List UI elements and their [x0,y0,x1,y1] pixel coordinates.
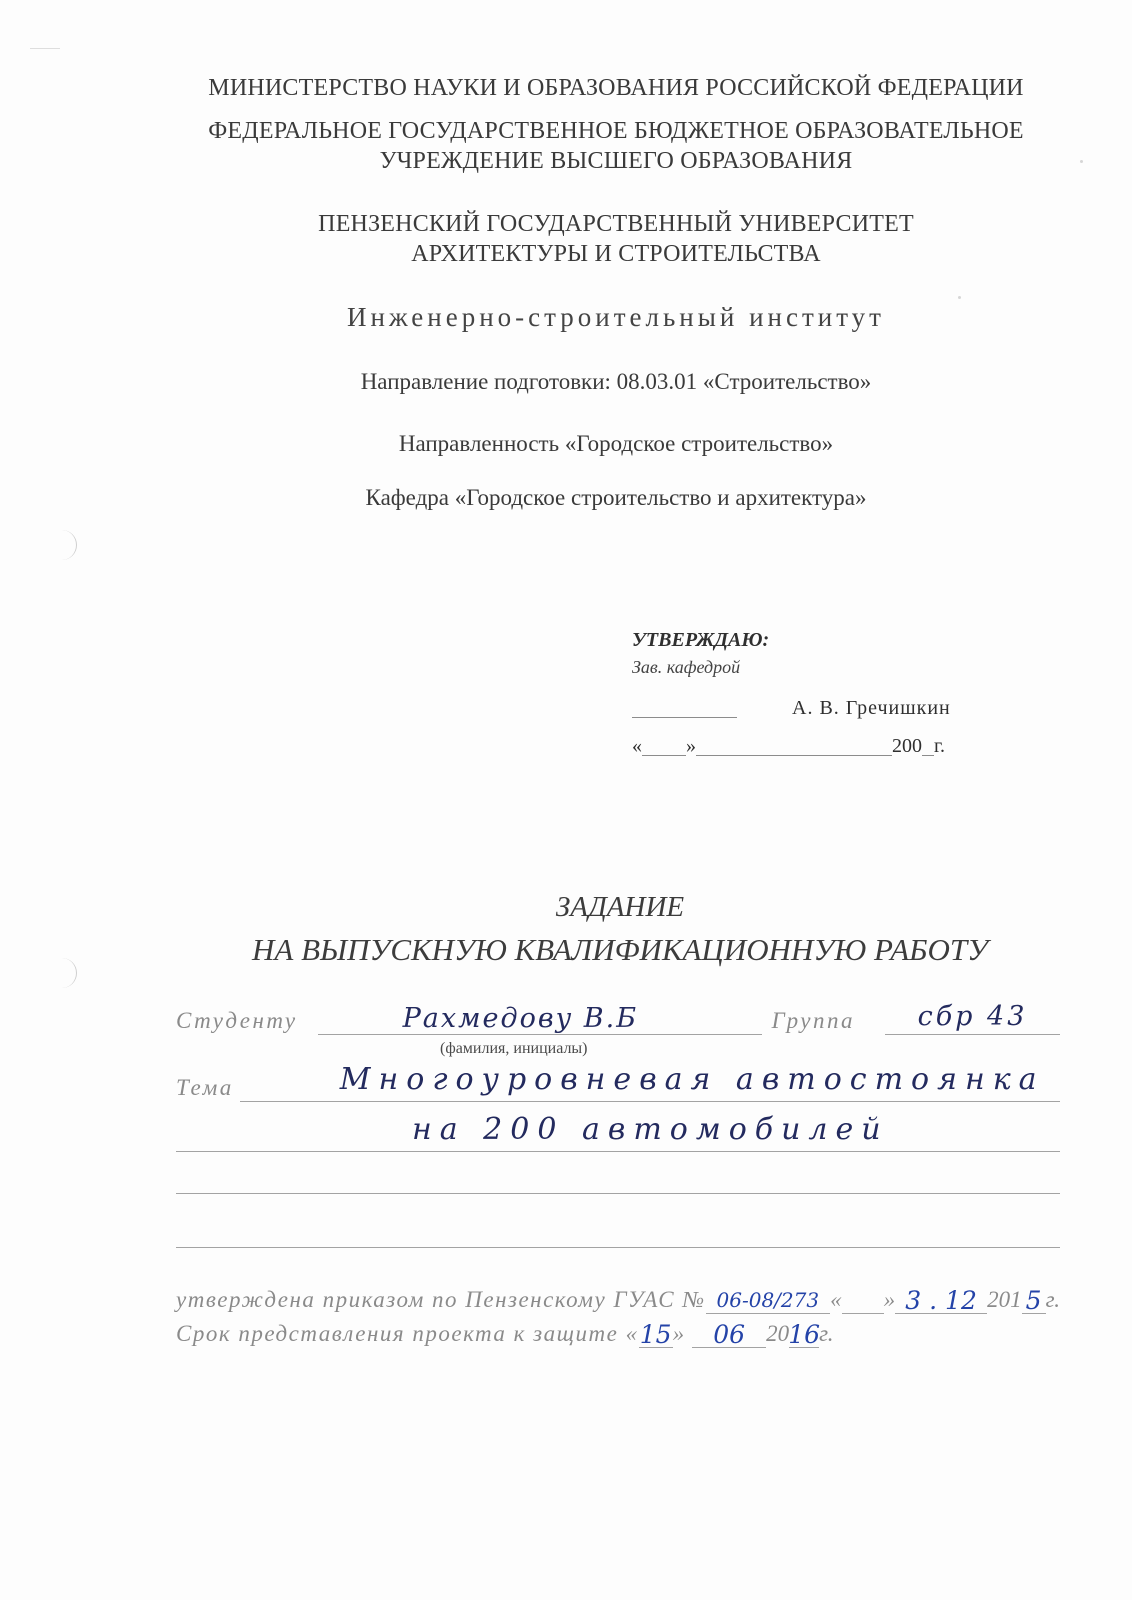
quote-open: « [632,735,642,757]
month-blank [696,735,892,756]
deadline-month-field [692,1316,766,1348]
deadline-year-prefix: 20 [766,1321,790,1346]
order-date-handwritten: 3 . 12 [905,1286,977,1315]
document-subtitle: НА ВЫПУСКНУЮ КВАЛИФИКАЦИОННУЮ РАБОТУ [252,932,988,967]
topic-row-3 [176,1160,1060,1194]
order-date-field [895,1282,987,1314]
scan-mark [30,48,60,49]
student-name-handwritten: Рахмедову В.Б [402,1003,639,1034]
approval-signatory: А. В. Гречишкин [792,697,951,719]
student-name-field [318,1001,762,1035]
day-blank [642,735,686,756]
study-profile: Направленность «Городское строительство» [398,431,834,456]
approval-block [632,630,1052,756]
quote-close: » [686,735,696,757]
group-label: Группа [771,1008,855,1033]
ministry-line: МИНИСТЕРСТВО НАУКИ И ОБРАЗОВАНИЯ РОССИЙСКОЙ ФЕДЕРАЦИИ [208,75,1024,101]
year-unit: г. [1045,1287,1060,1312]
document-title: ЗАДАНИЕ [555,891,685,923]
blank-line [176,1214,1060,1248]
order-day-blank [842,1282,884,1314]
year-unit: г. [819,1321,834,1346]
deadline-month-handwritten: 06 [713,1320,745,1349]
deadline-year-handwritten: 16 [788,1320,820,1349]
year-blank [922,735,934,756]
department-name: Кафедра «Городское строительство и архитектура» [365,485,867,510]
group-field [885,1001,1060,1035]
deadline-day-field [639,1316,673,1348]
student-name-caption: (фамилия, инициалы) [440,1040,588,1057]
topic-row-4 [176,1214,1060,1248]
deadline-row [176,1316,834,1348]
topic-handwritten-line-2: на 200 автомобилей [412,1112,889,1147]
student-label: Студенту [176,1008,298,1033]
order-row [176,1282,1060,1314]
institution-line-2: УЧРЕЖДЕНИЕ ВЫСШЕГО ОБРАЗОВАНИЯ [379,148,853,174]
order-number-handwritten: 06-08/273 [716,1288,820,1312]
group-handwritten: сбр 43 [917,1001,1028,1032]
student-row [176,1001,1060,1035]
topic-row [176,1062,1060,1102]
blank-line [176,1160,1060,1194]
study-direction: Направление подготовки: 08.03.01 «Строительство» [360,369,872,394]
approval-position: Зав. кафедрой [632,657,741,677]
approval-date-row [632,726,1052,756]
deadline-year-field [789,1316,819,1348]
institute-name: Инженерно-строительный институт [347,302,885,332]
order-year-handwritten: 5 [1025,1286,1042,1315]
quote-close: » [883,1287,896,1312]
topic-row-2 [176,1112,1060,1152]
topic-handwritten-line-1: Многоуровневая автостоянка [339,1062,1045,1097]
order-year-field [1022,1282,1046,1314]
signature-line [632,697,737,718]
topic-field-line-1 [240,1062,1060,1102]
quote-close: » [672,1321,685,1346]
topic-label: Тема [176,1075,234,1100]
approval-heading: УТВЕРЖДАЮ: [632,629,770,651]
university-line-1: ПЕНЗЕНСКИЙ ГОСУДАРСТВЕННЫЙ УНИВЕРСИТЕТ [318,211,914,237]
institution-line-1: ФЕДЕРАЛЬНОЕ ГОСУДАРСТВЕННОЕ БЮДЖЕТНОЕ ОБРАЗОВАТЕЛЬНОЕ [208,118,1024,144]
university-line-2: АРХИТЕКТУРЫ И СТРОИТЕЛЬСТВА [411,241,821,267]
approval-signature-row [632,688,1052,718]
order-number-field [706,1282,831,1314]
order-label: утверждена приказом по Пензенскому ГУАС № [176,1287,706,1312]
topic-field-line-2 [176,1112,1060,1152]
deadline-label: Срок представления проекта к защите « [176,1321,639,1346]
scan-speck [958,296,961,299]
order-year-prefix: 201 [987,1287,1022,1312]
deadline-day-handwritten: 15 [639,1320,672,1349]
year-prefix: 200 [892,735,922,757]
scan-mark [62,530,77,560]
scan-mark [62,958,77,988]
year-unit: г. [934,735,945,757]
quote-open: « [830,1287,842,1312]
